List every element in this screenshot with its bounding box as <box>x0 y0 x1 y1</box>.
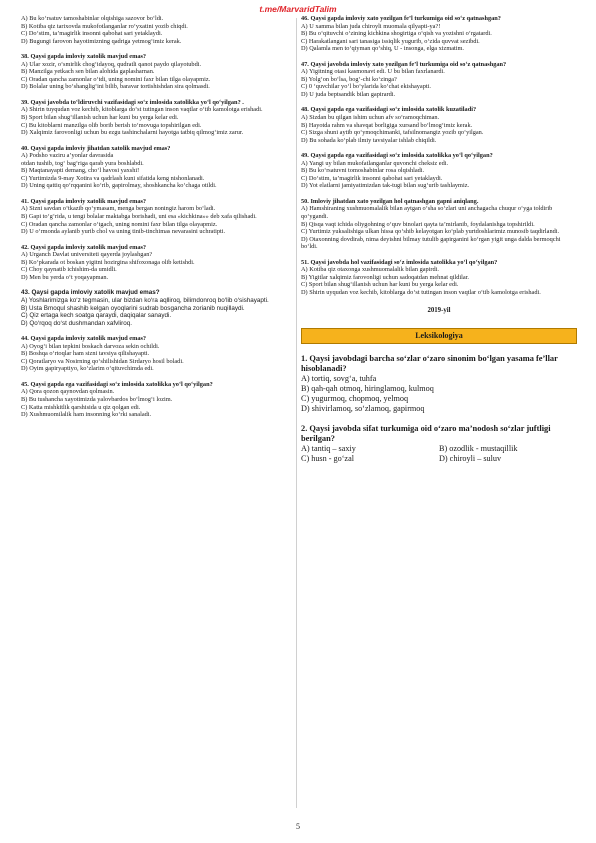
question-48 <box>301 106 577 144</box>
option: C) 0 ‘quvchilar yo‘l bo‘ylarida ko‘chat ekishayapti. <box>301 83 431 91</box>
option: A) Sizdan bu qilgan ishim uchun afv so‘ramoqchiman. <box>301 114 440 122</box>
option: D) Uning qattiq qo‘rqqanini ko‘rib, gapirolmay, shoshkancha ko‘chaga otildi. <box>21 182 217 190</box>
option: D) Men bu yerda o‘t yoqayapman. <box>21 273 109 281</box>
question-stem: 41. Qaysi gapda imloviy xatolik mavjud emas? <box>21 197 147 205</box>
section-question-1 <box>301 354 577 414</box>
question-stem: 40. Qaysi gapda imloviy jihatdan xatolik mavjud emas? <box>21 144 171 152</box>
question-stem: 49. Qaysi gapda ega vazifasidagi so‘z imlosida xatolikka yo‘l qo‘yilgan? <box>301 152 493 160</box>
option: C) Bu kitoblarni manzilga olib borib berish to‘movuga topshirilgan edi. <box>21 121 202 129</box>
question-stem: 44. Qaysi gapda imloviy xatolik mavjud emas? <box>21 335 147 343</box>
option: B) Yolg‘on bo‘lsa, bog‘-chi ko‘zinga? <box>301 75 397 83</box>
option: D) Bu sohada ko‘plab ilmiy tavsiyalar ishlab chiqildi. <box>301 136 437 144</box>
option: C) Sport bilan shug‘illanish uchun har kuni bu yerga kelar edi. <box>301 281 459 289</box>
option: C) Yurtimizda 9-may Xotira va qadrlash kuni sifatida keng nishonlanadi. <box>21 174 205 182</box>
question-45 <box>21 381 297 419</box>
option: A) Shirin tuyqudan voz kechib, kitoblarga do‘st tutingan inson vaqtlar o‘tib kamolotga erishadi. <box>21 106 263 114</box>
option: B) Hayotda rahm va shavqat borligiga xursand bo‘lmog‘imiz kerak. <box>301 121 473 129</box>
option: D) Shirin uyqudan voz kechib, kitoblarga do‘st tutingan inson vaqtlar o‘tib kamolotga erishadi. <box>301 288 541 296</box>
option: B) Boshqa o‘rtoqlar ham sizni tavsiya qilishayapti. <box>21 350 150 358</box>
option: B) Qisqa vaqt ichida oliygohning o‘quv binolari qayta ta’mirlanib, foydalanishga topshirildi. <box>301 220 535 228</box>
option: B) Bu tushancha xayotimizda yalovbardos bo‘lmog‘i lozim. <box>21 395 173 403</box>
option: C) husn - go‘zal <box>301 453 354 463</box>
option: C) Qiz ertaga kech soatga qaraydi, daqiqalar sanaydi. <box>21 312 172 320</box>
question-50 <box>301 198 577 251</box>
question-stem: 48. Qaysi gapda ega vazifasidagi so‘z imlosida xatolik kuzatiladi? <box>301 106 477 114</box>
question-stem: 46. Qaysi gapda imloviy xato yozilgan fe’l turkumiga oid so‘z qatnashgan? <box>301 15 501 22</box>
option: B) ozodlik - mustaqillik <box>439 443 518 453</box>
option: B) Kotiba qiz tarixovda mukofotlanganlar ro‘yxatini yozib chiqdi. <box>21 22 188 30</box>
question-51 <box>301 259 577 297</box>
option: A) Qora qozon qaynovdan qolmasin. <box>21 388 115 396</box>
option: A) tantiq – saxiy <box>301 443 356 453</box>
question-stem: 39. Qaysi javobda to‘ldiruvchi vazifasidagi so‘z imlosida xatolikka yo‘l qo‘yilgan? . <box>21 98 244 106</box>
option: A) Kotiba qiz otaxonga xushmuomalalik bilan gapirdi. <box>301 266 439 274</box>
option: A) Yigitning otasi kasmonavt edi. U bu bilan faxrlanardi. <box>301 68 445 76</box>
option: D) Oyim gapiryaptiyo, ko‘zlarim o‘qituvchimda edi. <box>21 365 154 373</box>
option: C) yugurmoq, chopmoq, yelmoq <box>301 393 409 403</box>
question-38 <box>21 53 297 91</box>
option: B) Bu o‘qituvchi o‘zining kichkina shogirtiga o‘qish va yozishni o‘rgatardi. <box>301 30 492 38</box>
option: D) Qalamla men to‘qiyman qo‘shiq, U - insonga, elga xizmatim. <box>301 45 464 53</box>
option: A) U xamma bilan juda chiroyli muomala qilyapti-ya?! <box>301 22 441 30</box>
option: D) U o‘rmonda aylanib yurib chol va uning tinib-tinchimas nevarasini uchratipti. <box>21 228 226 236</box>
option: D) Bugungi farovon hayotimizning qadriga yetmog‘imiz kerak. <box>21 37 182 45</box>
option: C) Sizga shuni aytib qo‘ymoqchimanki, tafsilnomangiz yozib qo‘yilgan. <box>301 129 484 137</box>
option: D) Yot elatlarni jamiyatimizdan tak-tugi bilan sug‘urib tashlaymiz. <box>301 182 470 190</box>
option: B) qah-qah otmoq, hiringlamoq, kulmoq <box>301 383 434 393</box>
question-stem: 45. Qaysi gapda ega vazifasidagi so‘z imlosida xatolikka yo‘l qo‘yilgan? <box>21 380 213 388</box>
question-40 <box>21 145 297 190</box>
option-row <box>301 454 577 464</box>
option: A) Ular xozir, o‘smirlik chog‘idayoq, qudratli qanot paydo qilayotubdi. <box>21 60 202 68</box>
option: A) Hamshiraning xushmuomalalik bilan aytgan o‘sha so‘zlari uni anchagacha chuqur o‘yga toldirib qo‘ygandi. <box>301 205 553 221</box>
option: B) Sport bilan shug‘illanish uchun har kuni bu yerga kelar edi. <box>21 114 179 122</box>
option: B) Yigitlar xalqimiz farovonligi uchun sadoqatdan mehnat qildilar. <box>301 273 469 281</box>
question-43 <box>21 289 297 327</box>
left-column <box>21 15 297 427</box>
option: C) Do‘stim, ta’magirlik insonni qabohat sari yetaklaydi. <box>21 30 163 38</box>
option: D) Xalqimiz farovonligi uchun bu ezgu tashinchalarni hayotga tatbiq qilmog‘imiz zarur. <box>21 129 244 137</box>
option: C) Harakatlangani sari tanasiga issiqlik yugurib, o‘zida quvvat sezibdi. <box>301 37 480 45</box>
option: A) Yangi uy bilan mukofatlanganlar quvonchi cheksiz edi. <box>301 159 449 167</box>
question-stem: 50. Imloviy jihatdan xato yozilgan hol qatnashgan gapni aniqlang. <box>301 197 479 205</box>
question-41 <box>21 198 297 236</box>
option: A) Podsho vaziru a’yonlar davrasida <box>21 152 114 160</box>
question-stem: 43. Qaysi gapda imloviy xatolik mavjud emas? <box>21 289 160 297</box>
question-46 <box>301 15 577 53</box>
option: A) Bu ko‘rsatuv tamoshabinlar olqishiga sazovor bo‘ldi. <box>21 15 164 22</box>
question-stem: 38. Qaysi gapda imloviy xatolik mavjud emas? <box>21 53 147 61</box>
option: A) Urganch Davlat universiteti qayerda joylashgan? <box>21 251 153 259</box>
option: A) tortiq, sovg‘a, tuhfa <box>301 373 377 383</box>
option: C) Yurtimiz yuksalishiga ulkan hissa qo‘shib kelayotgan ko‘plab yurtdoshlarimiz munosib taqdirlandi. <box>301 228 560 236</box>
option: D) U juda beptsandik bilan gapirardi. <box>301 90 396 98</box>
question-44 <box>21 335 297 373</box>
option: B) Ko‘pkarada ot boskan yigitni hozirgina shifoxonaga olib ketishdi. <box>21 258 195 266</box>
question-39 <box>21 99 297 137</box>
question-42 <box>21 244 297 282</box>
question-stem: 51. Qaysi javobda hol vazifasidagi so‘z imlosida xatolikka yo‘l qo‘yilgan? <box>301 258 498 266</box>
option-row <box>301 444 577 454</box>
question-47 <box>301 61 577 99</box>
option: D) Xushmuomilalik ham insonning ko‘rki sanaladi. <box>21 411 152 419</box>
right-column <box>301 15 577 474</box>
page-number: 5 <box>296 822 300 831</box>
option: C) Qoratlaryo va Nosirning qo‘shilishidan Sirdaryo hosil boladi. <box>21 357 184 365</box>
question-stem: 42. Qaysi gapda imloviy xatolik mavjud emas? <box>21 243 147 251</box>
question-49 <box>301 152 577 190</box>
option: C) Do‘stim, ta’magirlik insonni qabohat sari yetaklaydi. <box>301 174 443 182</box>
option: B) Maqtanayapti demang, cho‘l havosi yaxshi! <box>21 167 140 175</box>
channel-header: t.me/MarvaridTalim <box>259 4 337 14</box>
option: C) Oradan qancha zamonlar o‘tgach, uning nomini faxr bilan tilga olayapmiz. <box>21 220 218 228</box>
option: D) chiroyli – suluv <box>439 453 502 463</box>
option: A) Sizni savdan o‘tkazib qo‘ymasam, menga bergan noningiz harom bo‘ladi. <box>21 205 216 213</box>
option: A) Oyog‘i bilan tepkini boskach darvoza sekin ochildi. <box>21 342 160 350</box>
section-question-2 <box>301 424 577 464</box>
option: B) Manzilga yetkach sen bilan alohida gaplasharnan. <box>21 68 155 76</box>
question-stem: 47. Qaysi javobda imloviy xato yozilgan fe’l turkumiga oid so‘z qatnashgan? <box>301 60 507 68</box>
question-stem: 1. Qaysi javobdagi barcha so‘zlar o‘zaro sinonim bo‘lgan yasama fe’llar hisoblanadi? <box>301 353 558 373</box>
option: D) Qo‘rqoq do‘st dushmandan xafvliroq. <box>21 319 132 327</box>
option: C) Katta mishkitlik qarshisida u qiz qolgan edi. <box>21 403 141 411</box>
option: D) shivirlamoq, so‘zlamoq, gapirmoq <box>301 403 425 413</box>
option: B) Bu ko‘rsatuvni tomoshabinlar rosa olqishladi. <box>301 167 425 175</box>
option: C) Choy qaynatib ichishim-da umidli. <box>21 266 117 274</box>
section-title: Leksikologiya <box>301 328 577 344</box>
option: otdan tushib, tog‘ bag‘riga qarab yura boshlabdi. <box>21 159 144 167</box>
option: C) Oradan qancha zamonlar o‘tdi, uning nomini faxr bilan tilga olayapmiz. <box>21 75 211 83</box>
option: B) Usta Bmoqul shashib kelgan oyoqlarini sudrab bosgancha zorianib nuqillaydi. <box>21 304 245 312</box>
option: D) Otaxonning dovdirab, nima deyishni bilmay tutulib gapirganini ko‘rgan yigit unga dalda bermoqchi bo‘ldi. <box>301 235 561 251</box>
option: D) Bolalar uning bo‘shanglig‘ini bilib, baravar tortishishdan sira qolmasdi. <box>21 83 210 91</box>
option: A) Yoshlarimizga ko‘z tegmasin, ular bizdan ko‘ra aqlliroq, bilimdonroq bo‘lib o‘sishayapti. <box>21 296 269 304</box>
year-label: 2019-yil <box>427 306 451 314</box>
question-stem: 2. Qaysi javobda sifat turkumiga oid o‘zaro ma’nodosh so‘zlar juftligi berilgan? <box>301 423 551 443</box>
question-37-continued <box>21 15 297 45</box>
option: B) Gapi to‘g‘rida, u tengi bolalar maktabga borishadi, uni esa «kichkina»» deb xafa qilishadi. <box>21 213 257 221</box>
